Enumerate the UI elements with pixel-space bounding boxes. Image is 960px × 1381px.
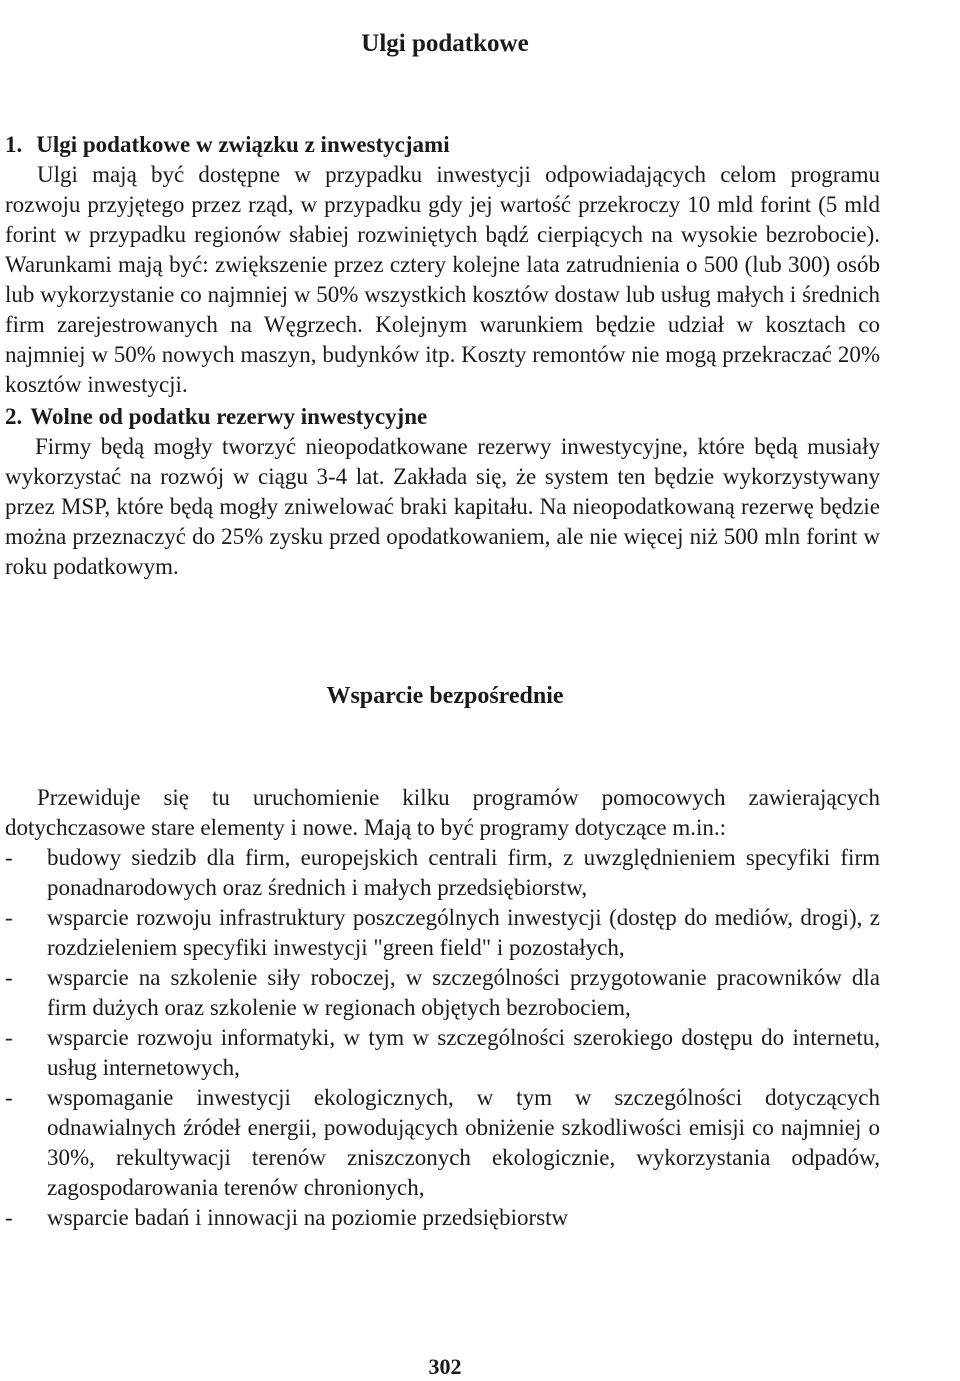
section-tax-relief-investments: [5, 130, 880, 400]
list-item: [5, 1083, 880, 1203]
bullet-dash: -: [5, 905, 13, 930]
list-item: [5, 903, 880, 963]
section-title-direct-support: Wsparcie bezpośrednie: [326, 683, 564, 709]
section-number: 1.: [5, 132, 23, 157]
bullet-dash: -: [5, 845, 13, 870]
list-item-text: wsparcie na szkolenie siły roboczej, w szczególności przygotowanie pracowników dla firm dużych oraz szkolenie w regionach objętych bezrobociem,: [47, 965, 880, 1020]
list-item: [5, 1023, 880, 1083]
list-item: [5, 963, 880, 1023]
section-body: Firmy będą mogły tworzyć nieopodatkowane rezerwy inwestycyjne, które będą musiały wykorzystać na rozwój w ciągu 3-4 lat. Zakłada się, że system ten będzie wykorzystywany przez MSP, które będą mogły zniwelować braki kapitału. Na nieopodatkowaną rezerwę będzie można przeznaczyć do 25% zysku przed opodatkowaniem, ale nie więcej niż 500 mln forint w roku podatkowym.: [5, 434, 880, 579]
list-item-text: wsparcie badań i innowacji na poziomie przedsiębiorstw: [47, 1205, 569, 1230]
section-heading-text: Ulgi podatkowe w związku z inwestycjami: [36, 132, 450, 157]
list-item: [5, 1203, 880, 1233]
list-item-text: wspomaganie inwestycji ekologicznych, w tym w szczególności dotyczących odnawialnych źródeł energii, powodujących obniżenie szkodliwości emisji co najmniej o 30%, rekultywacji terenów zniszczonych ekologicznie, wykorzystania odpadów, zagospodarowania terenów chronionych,: [47, 1085, 880, 1200]
page-number: 302: [428, 1354, 462, 1379]
section-heading: [5, 130, 880, 160]
support-programs-list: [5, 843, 880, 1233]
bullet-dash: -: [5, 1085, 13, 1110]
bullet-dash: -: [5, 1025, 13, 1050]
page-title: Ulgi podatkowe: [361, 30, 529, 57]
list-item-text: wsparcie rozwoju infrastruktury poszczególnych inwestycji (dostęp do mediów, drogi), z rozdzieleniem specyfiki inwestycji "green field" i pozostałych,: [47, 905, 880, 960]
section-direct-support: [5, 783, 880, 1233]
section-tax-free-reserves: [5, 402, 880, 582]
bullet-dash: -: [5, 965, 13, 990]
section-heading-text: Wolne od podatku rezerwy inwestycyjne: [30, 404, 428, 429]
section-intro: Przewiduje się tu uruchomienie kilku programów pomocowych zawierających dotychczasowe stare elementy i nowe. Mają to być programy dotyczące m.in.:: [5, 785, 880, 840]
list-item: [5, 843, 880, 903]
section-heading: [5, 402, 880, 432]
list-item-text: wsparcie rozwoju informatyki, w tym w szczególności szerokiego dostępu do internetu, usług internetowych,: [47, 1025, 880, 1080]
list-item-text: budowy siedzib dla firm, europejskich centrali firm, z uwzględnieniem specyfiki firm ponadnarodowych oraz średnich i małych przedsiębiorstw,: [47, 845, 880, 900]
bullet-dash: -: [5, 1205, 13, 1230]
section-body: Ulgi mają być dostępne w przypadku inwestycji odpowiadających celom programu rozwoju przyjętego przez rząd, w przypadku gdy jej wartość przekroczy 10 mld forint (5 mld forint w przypadku regionów słabiej rozwiniętych bądź cierpiących na wysokie bezrobocie). Warunkami mają być: zwiększenie przez cztery kolejne lata zatrudnienia o 500 (lub 300) osób lub wykorzystanie co najmniej w 50% wszystkich kosztów dostaw lub usług małych i średnich firm zarejestrowanych na Węgrzech. Kolejnym warunkiem będzie udział w kosztach co najmniej w 50% nowych maszyn, budynków itp. Koszty remontów nie mogą przekraczać 20% kosztów inwestycji.: [5, 162, 880, 397]
section-number: 2.: [5, 404, 23, 429]
